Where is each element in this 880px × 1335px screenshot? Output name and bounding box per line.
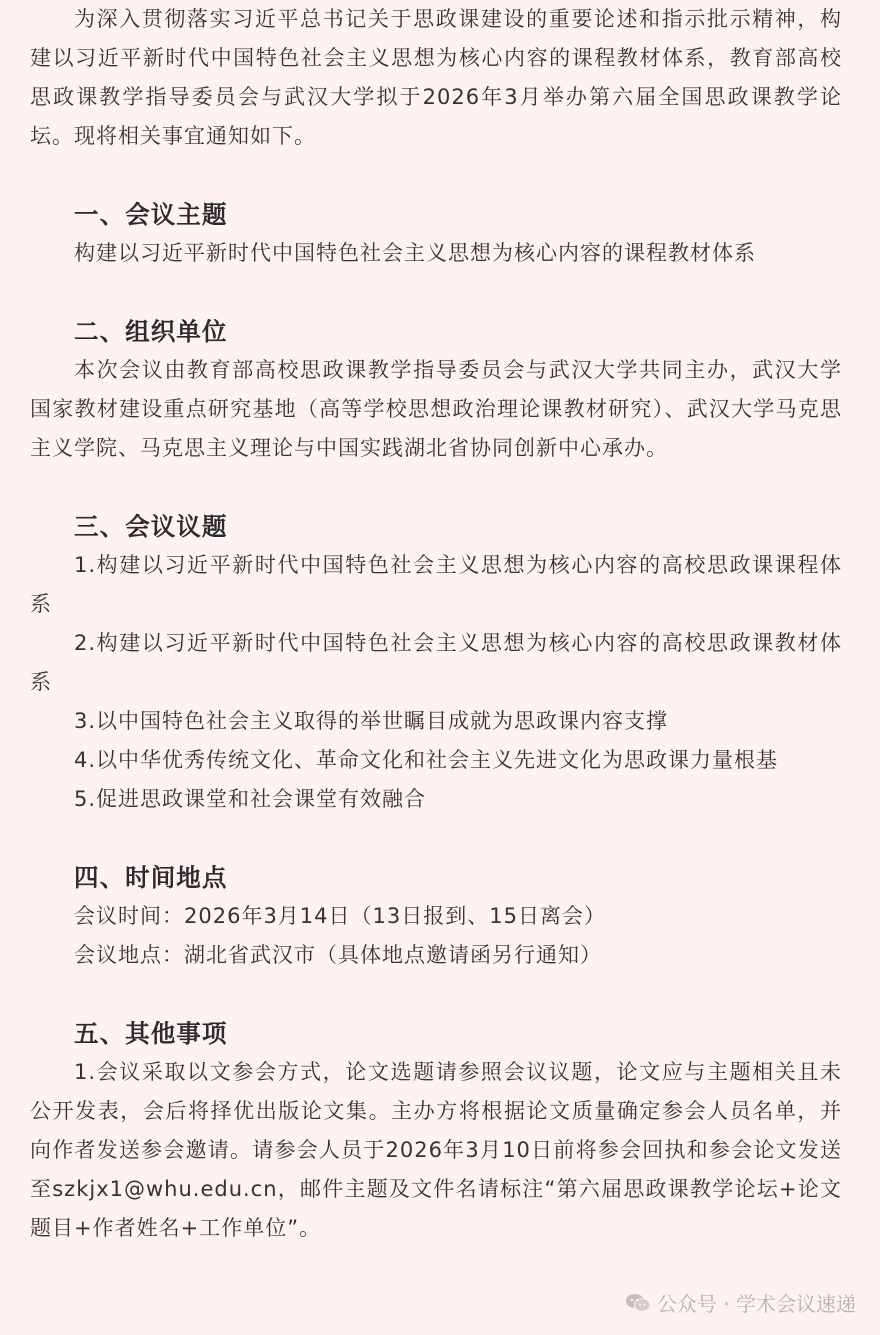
spacer [30,468,842,507]
watermark [625,1288,856,1317]
section-heading-theme: 一、会议主题 [74,200,228,229]
spacer [30,273,842,312]
wechat-icon [625,1293,651,1313]
topic-item: 1.构建以习近平新时代中国特色社会主义思想为核心内容的高校思政课课程体系 [30,553,842,616]
theme-paragraph: 构建以习近平新时代中国特色社会主义思想为核心内容的课程教材体系 [74,241,756,265]
other-matters-paragraph: 1.会议采取以文参会方式，论文选题请参照会议议题，论文应与主题相关且未公开发表，会后将择优出版论文集。主办方将根据论文质量确定参会人员名单，并向作者发送参会邀请。请参会人员于2026年3月10日前将参会回执和参会论文发送至szkjx1@whu.edu.cn，邮件主题及文件名请标注“第六届思政课教学论坛+论文题目+作者姓名+工作单位”。 [30,1060,842,1240]
section-heading-time-place: 四、时间地点 [74,863,228,892]
topic-item: 5.促进思政课堂和社会课堂有效融合 [74,787,427,811]
section-heading-organizers: 二、组织单位 [74,317,228,346]
topic-item: 3.以中国特色社会主义取得的举世瞩目成就为思政课内容支撑 [74,709,669,733]
topic-item: 4.以中华优秀传统文化、革命文化和社会主义先进文化为思政课力量根基 [74,748,779,772]
article-body [30,0,842,1248]
meeting-time: 会议时间：2026年3月14日（13日报到、15日离会） [74,904,606,928]
spacer [30,819,842,858]
section-heading-other: 五、其他事项 [74,1019,228,1048]
watermark-text: 公众号 · 学术会议速递 [656,1292,856,1316]
topic-item: 2.构建以习近平新时代中国特色社会主义思想为核心内容的高校思政课教材体系 [30,631,842,694]
spacer [30,975,842,1014]
meeting-place: 会议地点：湖北省武汉市（具体地点邀请函另行通知） [74,943,602,967]
organizers-paragraph: 本次会议由教育部高校思政课教学指导委员会与武汉大学共同主办，武汉大学国家教材建设重点研究基地（高等学校思想政治理论课教材研究）、武汉大学马克思主义学院、马克思主义理论与中国实践湖北省协同创新中心承办。 [30,358,842,460]
intro-paragraph: 为深入贯彻落实习近平总书记关于思政课建设的重要论述和指示批示精神，构建以习近平新时代中国特色社会主义思想为核心内容的课程教材体系，教育部高校思政课教学指导委员会与武汉大学拟于2026年3月举办第六届全国思政课教学论坛。现将相关事宜通知如下。 [30,7,842,148]
section-heading-topics: 三、会议议题 [74,512,228,541]
spacer [30,156,842,195]
